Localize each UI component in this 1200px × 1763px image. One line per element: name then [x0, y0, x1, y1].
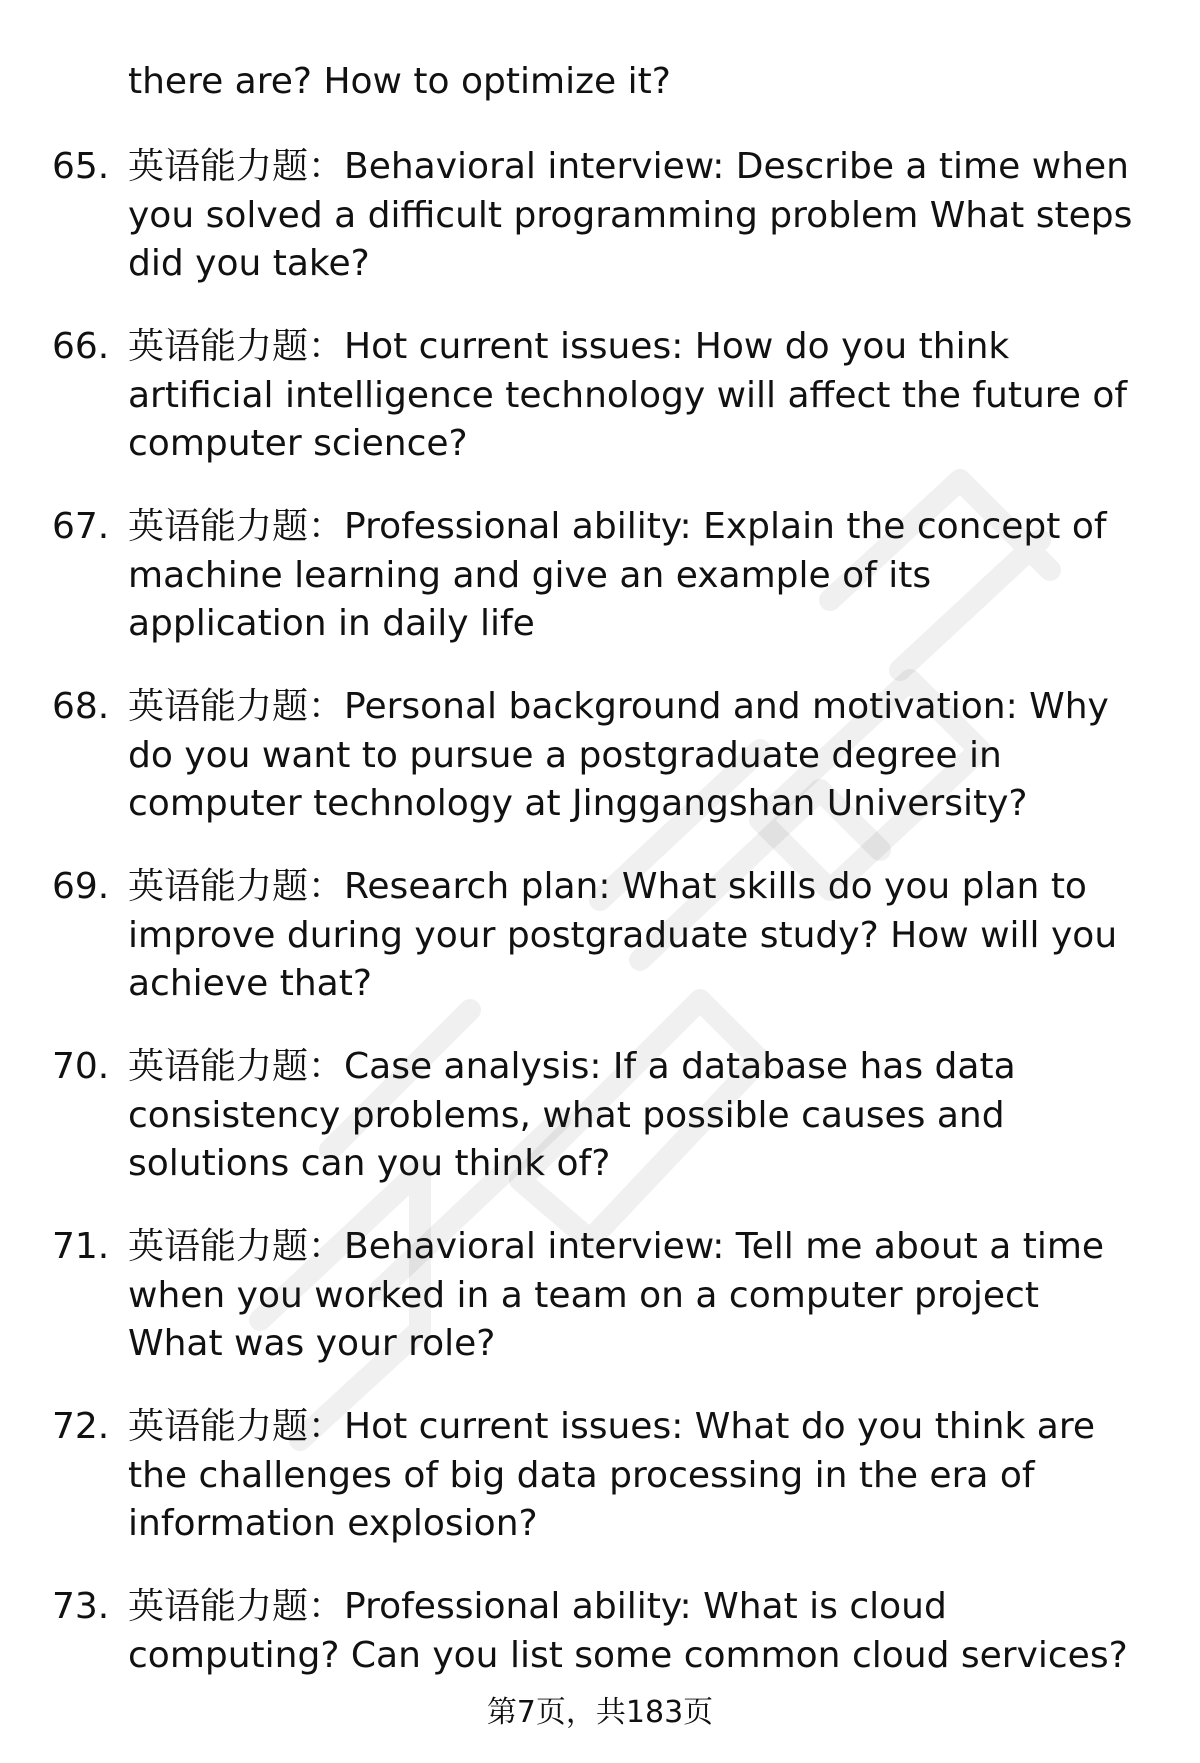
question-category: 英语能力题： [128, 506, 345, 547]
question-number: 71. [52, 1226, 110, 1267]
question-text: Behavioral interview: Tell me about a time when you worked in a team on a computer project What was your role? [128, 1226, 1105, 1364]
question-text: Hot current issues: How do you think artificial intelligence technology will affect the future of computer science? [128, 326, 1128, 464]
question-number: 68. [52, 686, 110, 727]
question-number: 66. [52, 326, 110, 367]
question-item [0, 1223, 1200, 1403]
question-category: 英语能力题： [128, 1046, 345, 1087]
question-body [128, 1043, 1138, 1189]
question-number: 69. [52, 866, 110, 907]
question-item [0, 143, 1200, 323]
question-category: 英语能力题： [128, 146, 345, 187]
question-item [0, 863, 1200, 1043]
question-item [0, 503, 1200, 683]
question-body [128, 503, 1138, 649]
question-text: Hot current issues: What do you think are the challenges of big data processing in the era of information explosion? [128, 1406, 1095, 1544]
question-text: Personal background and motivation: Why do you want to pursue a postgraduate degree in computer technology at Jinggangshan University? [128, 686, 1109, 824]
question-text: Professional ability: Explain the concept of machine learning and give an example of its application in daily life [128, 506, 1107, 644]
question-number: 67. [52, 506, 110, 547]
question-body [128, 1403, 1138, 1549]
question-category: 英语能力题： [128, 1226, 345, 1267]
question-body [128, 323, 1138, 469]
question-text: Case analysis: If a database has data consistency problems, what possible causes and solutions can you think of? [128, 1046, 1016, 1184]
question-body [128, 863, 1138, 1009]
question-category: 英语能力题： [128, 866, 345, 907]
question-number: 65. [52, 146, 110, 187]
question-item [0, 683, 1200, 863]
question-item [0, 1583, 1200, 1763]
question-item [0, 1403, 1200, 1583]
question-number: 72. [52, 1406, 110, 1447]
page-footer: 第7页，共183页 [486, 1695, 714, 1730]
question-list [0, 143, 1200, 1763]
question-number: 70. [52, 1046, 110, 1087]
question-body [128, 143, 1138, 289]
question-text: Research plan: What skills do you plan to improve during your postgraduate study? How will you achieve that? [128, 866, 1118, 1004]
question-category: 英语能力题： [128, 326, 345, 367]
question-body [128, 1223, 1138, 1369]
question-body [128, 1583, 1138, 1680]
question-category: 英语能力题： [128, 1586, 345, 1627]
question-number: 73. [52, 1586, 110, 1627]
question-text: Professional ability: What is cloud computing? Can you list some common cloud services? [128, 1586, 1128, 1676]
question-category: 英语能力题： [128, 1406, 345, 1447]
question-item [0, 323, 1200, 503]
question-body [128, 683, 1138, 829]
question-text: Behavioral interview: Describe a time when you solved a difficult programming problem What steps did you take? [128, 146, 1133, 284]
question-item [0, 1043, 1200, 1223]
continuation-text: there are? How to optimize it? [128, 61, 671, 102]
question-category: 英语能力题： [128, 686, 345, 727]
